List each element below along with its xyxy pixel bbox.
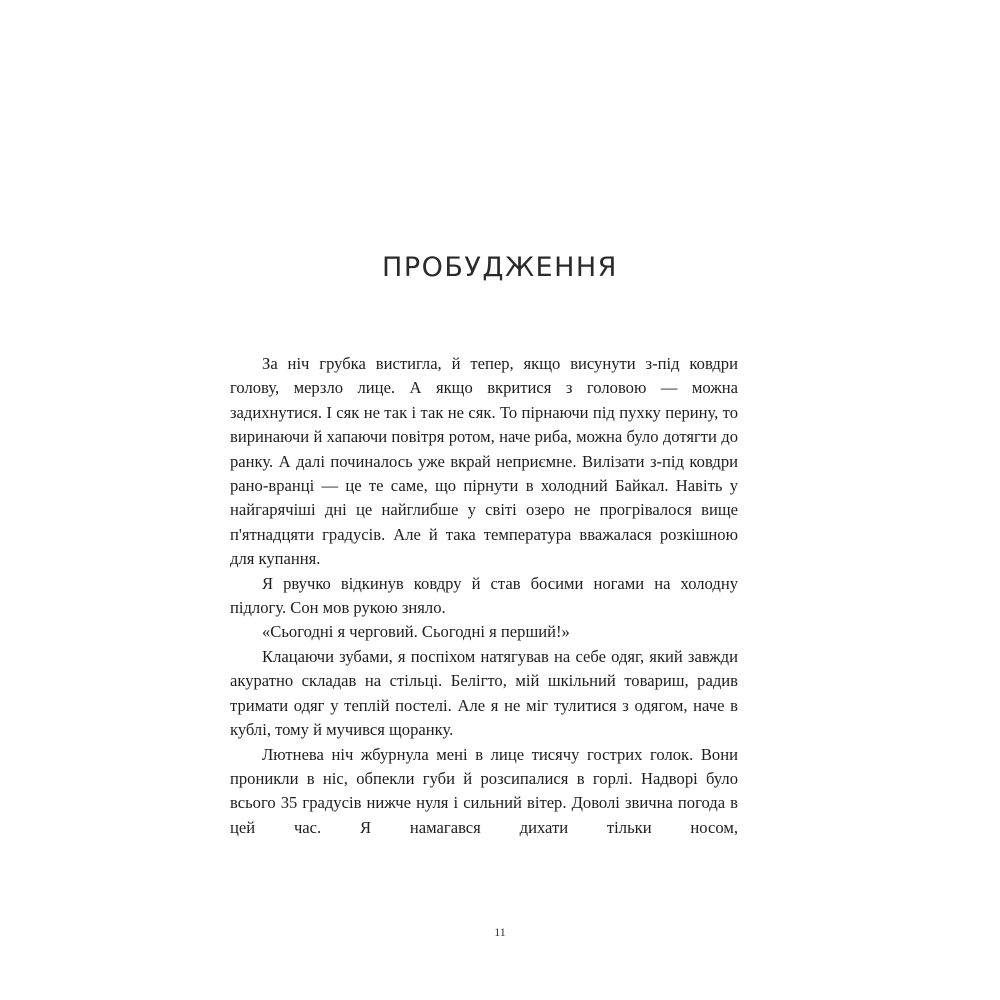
paragraph: За ніч грубка вистигла, й тепер, якщо висунути з-під ковдри голову, мерзло лице. А якщо вкритися з головою — можна задихнутися. І сяк не так і так не сяк. То пірнаючи під пухку перину, то виринаючи й хапаючи повітря ротом, наче риба, можна було дотягти до ранку. А далі починалось уже вкрай неприємне. Вилізати з-під ковдри рано-вранці — це те саме, що пірнути в холодний Байкал. Навіть у найгарячіші дні це найглибше у світі озеро не прогрівалося вище п'ятнадцяти градусів. Але й така температура вважалася розкішною для купання. xyxy=(230,354,738,569)
paragraph: Я рвучко відкинув ковдру й став босими ногами на холодну підлогу. Сон мов рукою зняло. xyxy=(230,573,738,618)
paragraph: «Сьогодні я черговий. Сьогодні я перший!» xyxy=(262,622,570,642)
page-number: 11 xyxy=(494,925,506,939)
body-text xyxy=(230,352,738,840)
chapter-title: ПРОБУДЖЕННЯ xyxy=(382,252,618,283)
paragraph: Клацаючи зубами, я поспіхом натягував на себе одяг, який завжди акуратно складав на стільці. Белігто, мій шкільний товариш, радив тримати одяг у теплій постелі. Але я не міг тулитися з одягом, наче в кублі, тому й мучився щоранку. xyxy=(230,646,738,740)
paragraph: Лютнева ніч жбурнула мені в лице тисячу гострих голок. Вони проникли в ніс, обпекли губи й розсипалися в горлі. Надворі було всього 35 градусів нижче нуля і сильний вітер. Доволі звична погода в цей час. Я намагався дихати тільки носом, xyxy=(230,744,738,837)
